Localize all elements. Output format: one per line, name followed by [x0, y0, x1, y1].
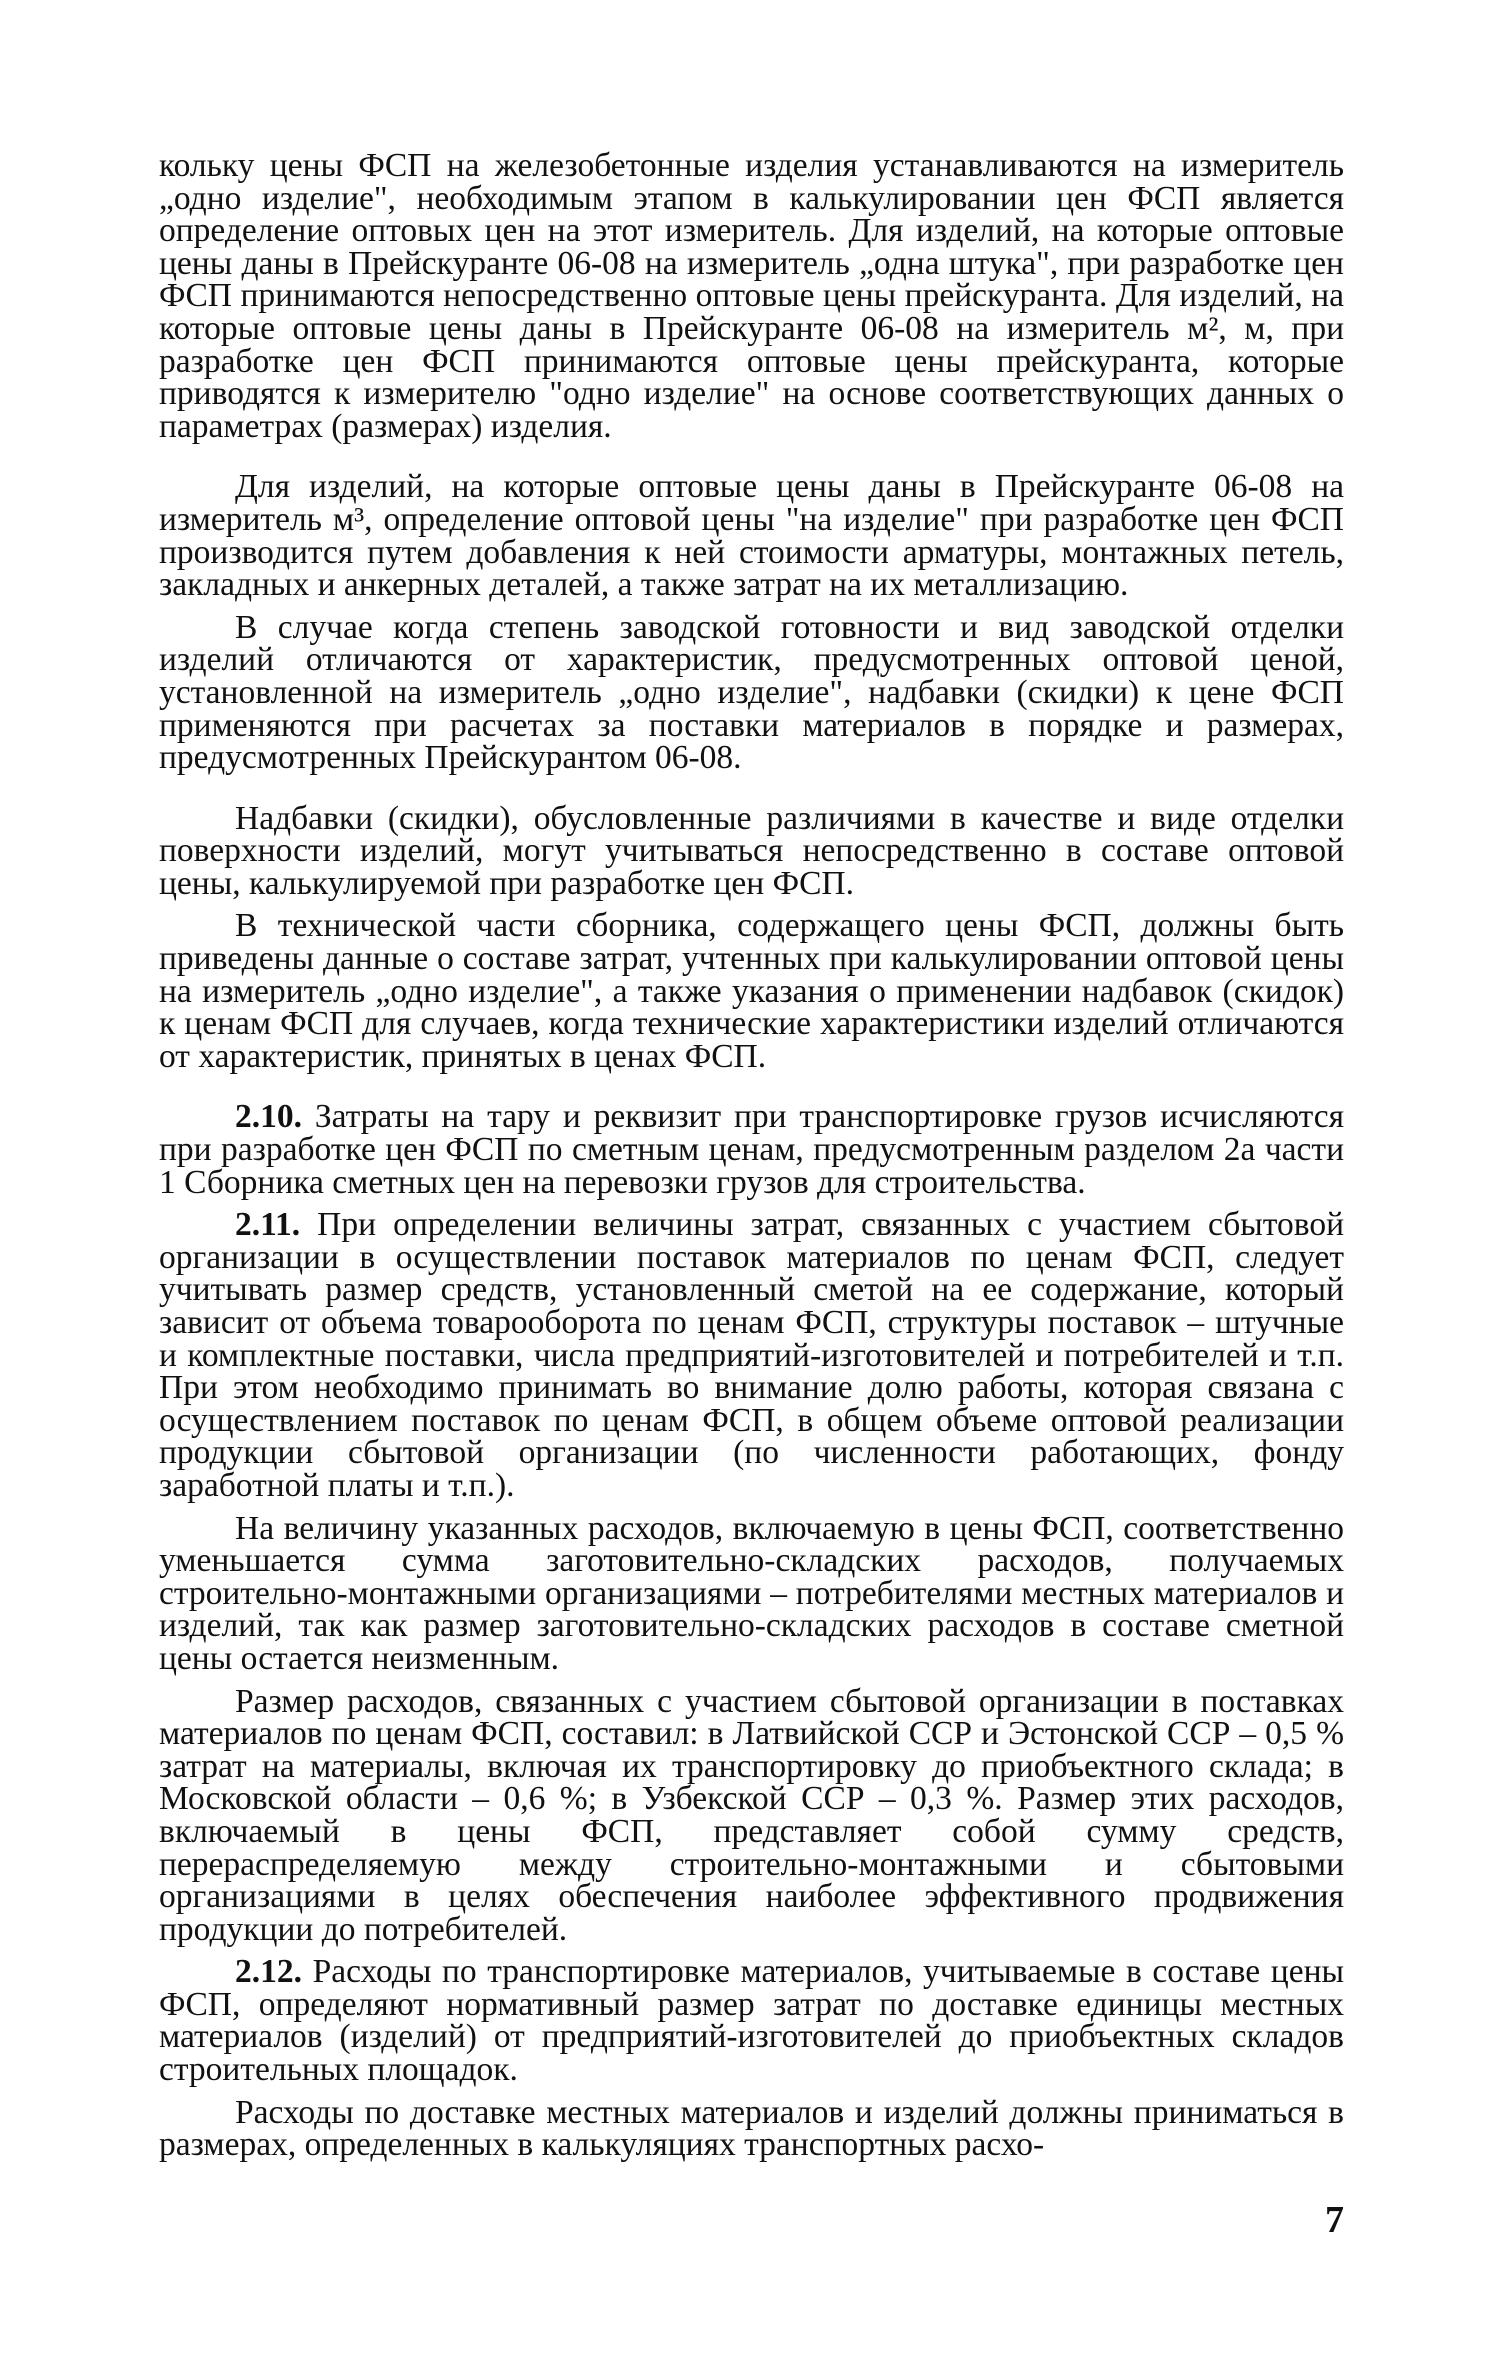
section-text: Расходы по транспортировке материалов, учитываемые в составе цены ФСП, определяют нормативный размер затрат по доставке единицы местных материалов (изделий) от предприятий-изготовителей до приобъектных складов строительных площадок.: [159, 1953, 1344, 2089]
section-number: 2.10.: [235, 1098, 302, 1136]
section-text: Затраты на тару и реквизит при транспортировке грузов исчисляются при разработке цен ФСП по сметным ценам, предусмотренным разделом 2а части 1 Сборника сметных цен на перевозки грузов для строительства.: [159, 1098, 1344, 1201]
paragraph-5: В технической части сборника, содержащего цены ФСП, должны быть приведены данные о составе затрат, учтенных при калькулировании оптовой цены на измеритель „одно изделие", а также указания о применении надбавок (скидок) к ценам ФСП для случаев, когда технические характеристики изделий отличаются от характеристик, принятых в ценах ФСП.: [159, 907, 1344, 1075]
paragraph-8: На величину указанных расходов, включаемую в цены ФСП, соответственно уменьшается сумма заготовительно-складских расходов, получаемых строительно-монтажными организациями – потребителями местных материалов и изделий, так как размер заготовительно-складских расходов в составе сметной цены остается неизменным.: [159, 1509, 1344, 1677]
section-2-11: [159, 1206, 1344, 1504]
paragraph-2: Для изделий, на которые оптовые цены даны в Прейскуранте 06-08 на измеритель м³, определение оптовой цены "на изделие" при разработке цен ФСП производится путем добавления к ней стоимости арматуры, монтажных петель, закладных и анкерных деталей, а также затрат на их металлизацию.: [159, 468, 1344, 604]
section-number: 2.11.: [235, 1206, 301, 1244]
paragraph-9: Размер расходов, связанных с участием сбытовой организации в поставках материалов по ценам ФСП, составил: в Латвийской ССР и Эстонской ССР – 0,5 % затрат на материалы, включая их транспортировку до приобъектного склада; в Московской области – 0,6 %; в Узбекской ССР – 0,3 %. Размер этих расходов, включаемый в цены ФСП, представляет собой сумму средств, перераспределяемую между строительно-монтажными и сбытовыми организациями в целях обеспечения наиболее эффективного продвижения продукции до потребителей.: [159, 1682, 1344, 1948]
paragraph-1: кольку цены ФСП на железобетонные изделия устанавливаются на измеритель „одно изделие", необходимым этапом в калькулировании цен ФСП является определение оптовых цен на этот измеритель. Для изделий, на которые оптовые цены даны в Прейскуранте 06-08 на измеритель „одна штука", при разработке цен ФСП принимаются непосредственно оптовые цены прейскуранта. Для изделий, на которые оптовые цены даны в Прейскуранте 06-08 на измеритель м², м, при разработке цен ФСП принимаются оптовые цены прейскуранта, которые приводятся к измерителю "одно изделие" на основе соответствующих данных о параметрах (размерах) изделия.: [159, 147, 1344, 445]
section-2-12: [159, 1953, 1344, 2089]
paragraph-3: В случае когда степень заводской готовности и вид заводской отделки изделий отличаются от характеристик, предусмотренных оптовой ценой, установленной на измеритель „одно изделие", надбавки (скидки) к цене ФСП применяются при расчетах за поставки материалов в порядке и размерах, предусмотренных Прейскурантом 06-08.: [159, 608, 1344, 777]
paragraph-4: Надбавки (скидки), обусловленные различиями в качестве и виде отделки поверхности изделий, могут учитываться непосредственно в составе оптовой цены, калькулируемой при разработке цен ФСП.: [159, 799, 1344, 902]
section-number: 2.12.: [235, 1953, 302, 1991]
document-body: [159, 147, 1344, 2164]
section-text: При определении величины затрат, связанных с участием сбытовой организации в осуществлении поставок материалов по ценам ФСП, следует учитывать размер средств, установленный сметой на ее содержание, который зависит от объема товарооборота по ценам ФСП, структуры поставок – штучные и комплектные поставки, числа предприятий-изготовителей и потребителей и т.п. При этом необходимо принимать во внимание долю работы, которая связана с осуществлением поставок по ценам ФСП, в общем объеме оптовой реализации продукции сбытовой организации (по численности работающих, фонду заработной платы и т.п.).: [159, 1206, 1344, 1504]
page-number: 7: [1325, 2199, 1344, 2241]
paragraph-11: Расходы по доставке местных материалов и изделий должны приниматься в размерах, определенных в калькуляциях транспортных расхо-: [159, 2093, 1344, 2164]
section-2-10: [159, 1098, 1344, 1201]
